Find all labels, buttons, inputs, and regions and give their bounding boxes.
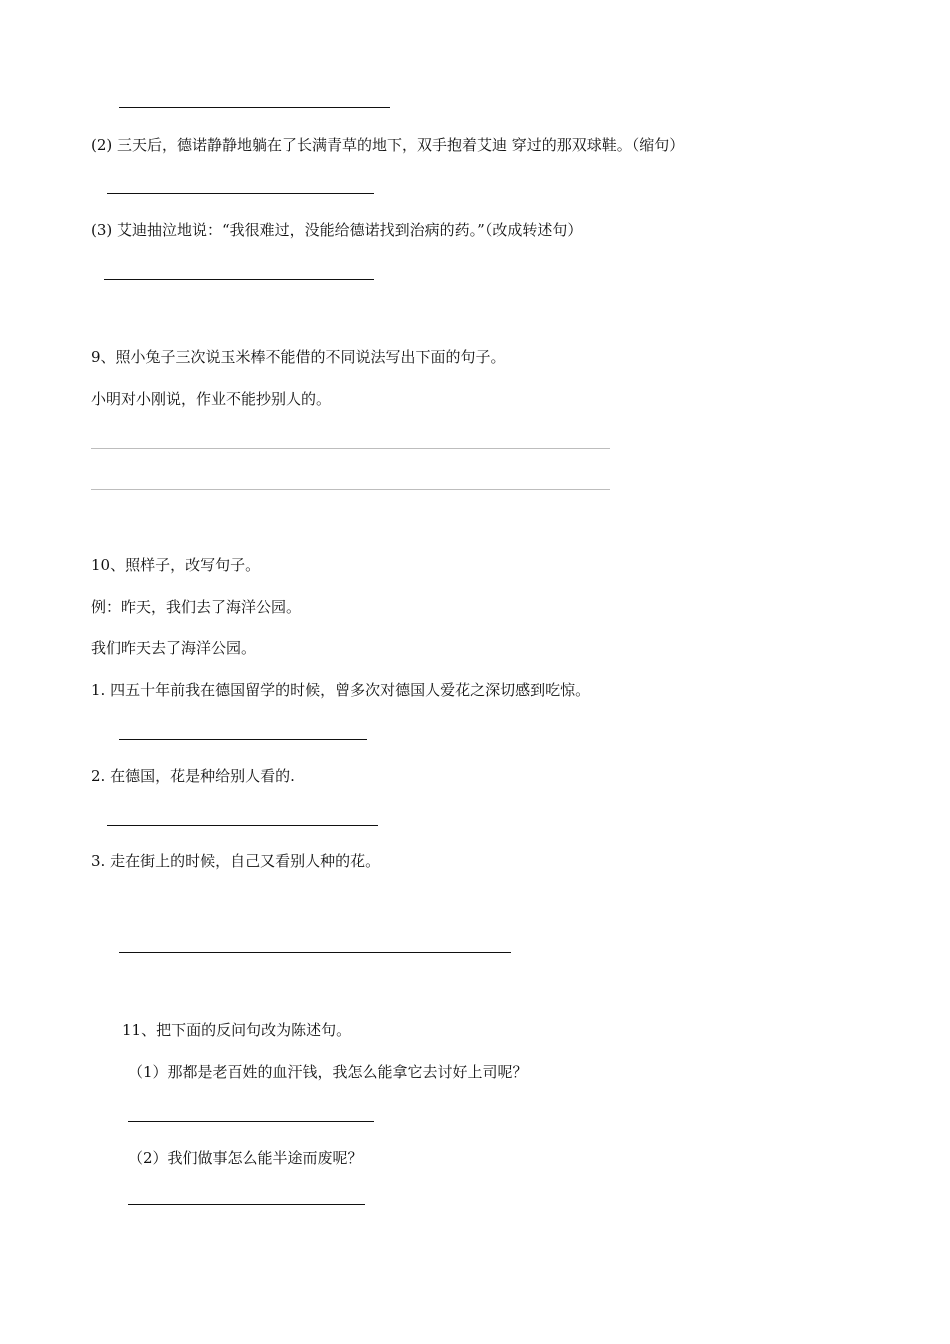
answer-line: [91, 448, 610, 449]
q10-example-2: 我们昨天去了海洋公园。: [91, 639, 257, 657]
q10-example-1: 例：昨天，我们去了海洋公园。: [91, 598, 302, 616]
q11-title: 11、把下面的反问句改为陈述句。: [122, 1021, 352, 1039]
q11-item-1: （1）那都是老百姓的血汗钱，我怎么能拿它去讨好上司呢？: [128, 1063, 528, 1081]
answer-line: [119, 739, 367, 740]
q10-item-2: 2. 在德国，花是种给别人看的.: [91, 767, 295, 785]
q8-item-3: (3) 艾迪抽泣地说：“我很难过，没能给德诺找到治病的药。”（改成转述句）: [91, 221, 583, 239]
answer-line: [119, 107, 390, 108]
answer-line: [128, 1121, 374, 1122]
q10-item-3: 3. 走在街上的时候，自己又看别人种的花。: [91, 852, 381, 870]
answer-line: [107, 825, 378, 826]
answer-line: [107, 193, 374, 194]
q10-item-1: 1. 四五十年前我在德国留学的时候，曾多次对德国人爱花之深切感到吃惊。: [91, 681, 591, 699]
q10-title: 10、照样子，改写句子。: [91, 556, 261, 574]
answer-line: [104, 279, 374, 280]
answer-line: [91, 489, 610, 490]
q8-item-2: (2) 三天后，德诺静静地躺在了长满青草的地下，双手抱着艾迪 穿过的那双球鞋。（缩句）: [91, 136, 685, 154]
answer-line: [128, 1204, 365, 1205]
q9-title: 9、照小兔子三次说玉米棒不能借的不同说法写出下面的句子。: [91, 348, 506, 366]
q11-item-2: （2）我们做事怎么能半途而废呢？: [128, 1149, 363, 1167]
q9-sentence: 小明对小刚说，作业不能抄别人的。: [91, 390, 332, 408]
answer-line: [119, 952, 511, 953]
